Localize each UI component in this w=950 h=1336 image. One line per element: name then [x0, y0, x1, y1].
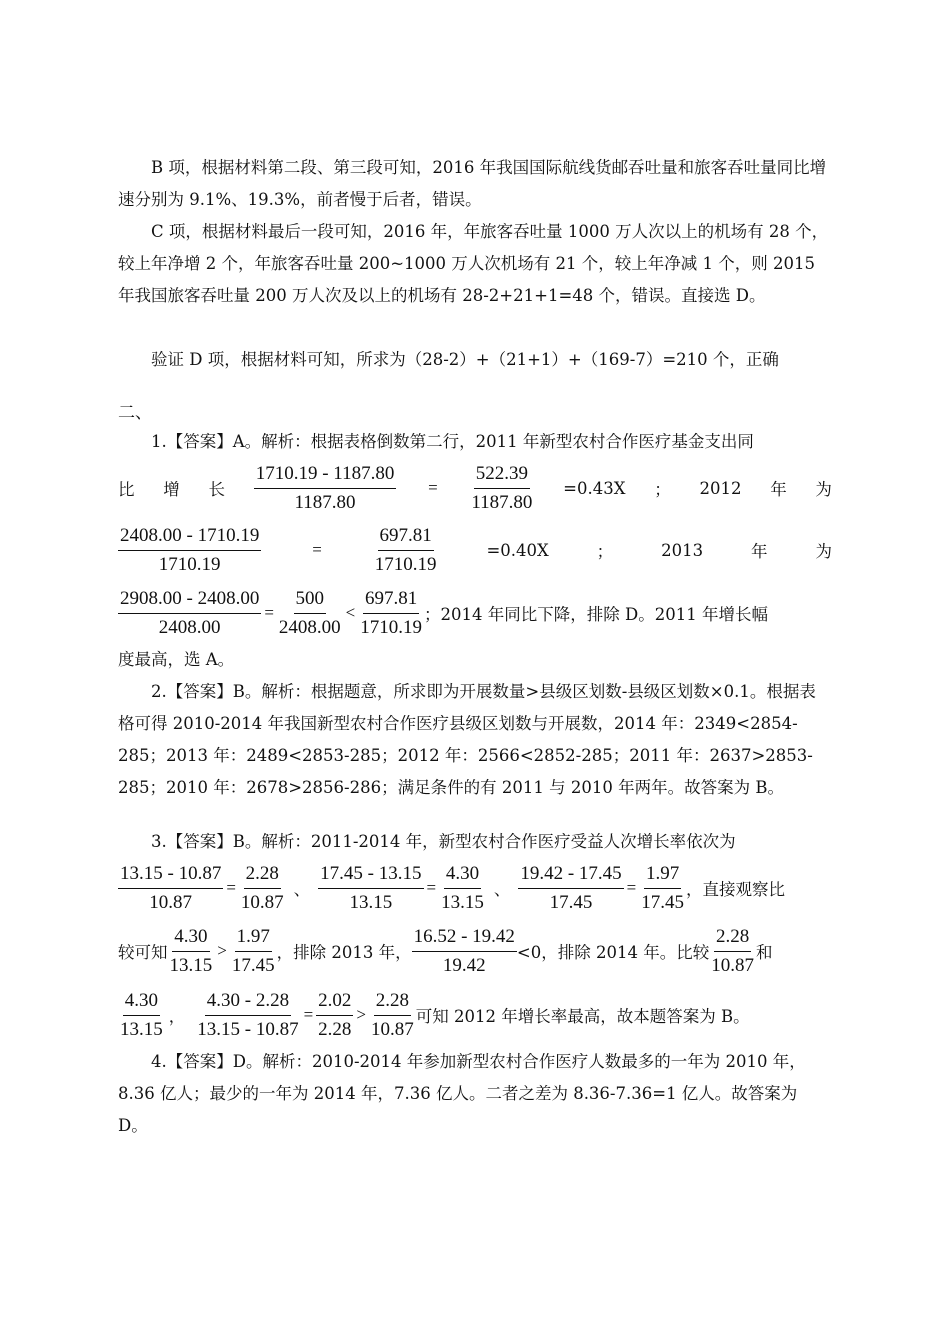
fraction	[639, 860, 686, 917]
less-than-sign: <	[345, 603, 356, 622]
equals-sign: =	[303, 1005, 314, 1024]
section-heading: 二、	[118, 403, 152, 423]
equals-sign: =	[626, 878, 637, 897]
denominator: 13.15	[441, 891, 484, 913]
denominator: 13.15	[169, 954, 213, 976]
denominator: 17.45	[549, 891, 593, 913]
fraction	[709, 923, 756, 980]
numerator: 13.15 - 10.87	[118, 860, 223, 889]
numerator: 1.97	[644, 860, 681, 889]
q1-text: 年	[751, 542, 768, 561]
fraction	[358, 585, 424, 642]
equals-sign: =	[428, 478, 438, 497]
greater-than-sign: >	[356, 1005, 367, 1024]
q3-intro: 3.【答案】B。解析：2011-2014 年，新型农村合作医疗受益人次增长率依次为	[151, 832, 736, 851]
q4-paragraph: 4.【答案】D。解析：2010-2014 年参加新型农村合作医疗人数最多的一年为 2010 年，8.36 亿人；最少的一年为 2014 年，7.36 亿人。二者之差为 8.36-7.36=1 亿人。故答案为 D。	[118, 1052, 806, 1135]
comma: ，	[168, 1007, 186, 1026]
fraction	[518, 860, 623, 917]
paragraph-option-c: C 项，根据材料最后一段可知，2016 年，年旅客吞吐量 1000 万人次以上的机场有 28 个，较上年净增 2 个，年旅客吞吐量 200~1000 万人次机场有 21 个，较上年净减 1 个，则 2015 年我国旅客吞吐量 200 万人次及以上的机场有 28-2+21+1=48 个，错误。直接选 D。	[118, 222, 829, 305]
q3-text: <0，排除 2014 年。比较	[516, 943, 710, 962]
denominator: 2.28	[318, 1018, 352, 1040]
equals-sign: =	[264, 603, 274, 622]
q1-line-2	[118, 520, 832, 580]
q3-line-1	[118, 858, 832, 918]
numerator: 500	[294, 585, 327, 614]
ratio-value: =0.43X	[563, 478, 626, 498]
q1-text: 为	[815, 480, 832, 499]
q3-line-2	[118, 920, 832, 982]
q1-line-3	[118, 582, 832, 644]
fraction	[277, 585, 343, 642]
numerator: 522.39	[474, 460, 530, 489]
semicolon: ；	[654, 480, 671, 499]
numerator: 1710.19 - 1187.80	[254, 460, 397, 489]
denominator: 19.42	[442, 954, 486, 976]
numerator: 2.28	[374, 987, 411, 1016]
numerator: 4.30 - 2.28	[205, 987, 291, 1016]
q1-intro: 1.【答案】A。解析：根据表格倒数第二行，2011 年新型农村合作医疗基金支出同	[151, 432, 754, 451]
numerator: 2.02	[316, 987, 353, 1016]
fraction	[168, 923, 215, 980]
fraction	[318, 860, 423, 917]
fraction	[118, 860, 223, 917]
fraction	[239, 860, 286, 917]
denominator: 17.45	[231, 954, 275, 976]
denominator: 13.15 - 10.87	[197, 1018, 299, 1040]
numerator: 16.52 - 19.42	[412, 923, 517, 952]
numerator: 2.28	[714, 923, 751, 952]
numerator: 697.81	[378, 522, 434, 551]
fraction	[254, 460, 397, 517]
numerator: 4.30	[172, 923, 209, 952]
paragraph-option-b: B 项，根据材料第二段、第三段可知，2016 年我国国际航线货邮吞吐量和旅客吞吐量同比增速分别为 9.1%、19.3%，前者慢于后者，错误。	[118, 158, 827, 209]
fraction	[412, 923, 517, 980]
fraction	[369, 987, 416, 1044]
fraction	[195, 987, 300, 1044]
q1-conclusion: 度最高，选 A。	[118, 650, 235, 669]
q3-text: 可知 2012 年增长率最高，故本题答案为 B。	[415, 1007, 750, 1026]
denominator: 13.15	[349, 891, 393, 913]
fraction	[118, 522, 261, 579]
numerator: 2408.00 - 1710.19	[118, 522, 261, 551]
denominator: 1187.80	[294, 491, 356, 513]
numerator: 1.97	[235, 923, 272, 952]
q3-text: ，直接观察比	[686, 880, 786, 899]
numerator: 4.30	[123, 987, 160, 1016]
separator: 、	[493, 880, 511, 899]
equals-sign: =	[426, 878, 437, 897]
greater-than-sign: >	[217, 941, 227, 960]
q3-text: 和	[755, 943, 773, 962]
denominator: 10.87	[371, 1018, 414, 1040]
q3-text: 较可知	[118, 943, 168, 962]
fraction	[373, 522, 439, 579]
q1-text: 增	[163, 480, 180, 499]
denominator: 10.87	[149, 891, 193, 913]
numerator: 19.42 - 17.45	[518, 860, 623, 889]
q1-text: 年	[770, 480, 787, 499]
separator: 、	[293, 880, 311, 899]
denominator: 1710.19	[158, 553, 221, 575]
q3-text: ，排除 2013 年，	[276, 943, 412, 962]
equals-sign: =	[312, 540, 322, 559]
q1-text: 为	[815, 542, 832, 561]
equals-sign: =	[226, 878, 236, 897]
fraction	[469, 460, 534, 517]
denominator: 2408.00	[278, 616, 341, 638]
numerator: 2.28	[244, 860, 281, 889]
semicolon: ；	[596, 542, 614, 561]
denominator: 1187.80	[471, 491, 533, 513]
year-label: 2012	[699, 478, 742, 498]
denominator: 10.87	[711, 954, 754, 976]
q1-text: 比	[118, 480, 135, 499]
q3-line-3	[118, 984, 832, 1046]
fraction	[118, 987, 165, 1044]
fraction	[316, 987, 353, 1044]
numerator: 2908.00 - 2408.00	[118, 585, 261, 614]
ratio-value: =0.40X	[486, 540, 549, 560]
year-label: 2013	[661, 540, 704, 560]
denominator: 13.15	[120, 1018, 163, 1040]
paragraph-verify-d: 验证 D 项，根据材料可知，所求为（28-2）+（21+1）+（169-7）=210 个，正确	[151, 350, 779, 369]
fraction	[439, 860, 486, 917]
fraction	[230, 923, 277, 980]
denominator: 17.45	[641, 891, 685, 913]
numerator: 697.81	[363, 585, 419, 614]
q1-line-1	[118, 458, 832, 518]
denominator: 10.87	[240, 891, 284, 913]
q1-text: 长	[208, 480, 225, 499]
denominator: 1710.19	[360, 616, 423, 638]
denominator: 1710.19	[374, 553, 437, 575]
numerator: 4.30	[444, 860, 481, 889]
denominator: 2408.00	[158, 616, 221, 638]
q1-text: ；2014 年同比下降，排除 D。2011 年增长幅	[424, 605, 768, 624]
numerator: 17.45 - 13.15	[318, 860, 423, 889]
fraction	[118, 585, 261, 642]
q2-paragraph: 2.【答案】B。解析：根据题意，所求即为开展数量>县级区划数-县级区划数×0.1。根据表格可得 2010-2014 年我国新型农村合作医疗县级区划数与开展数，2014 年：2349<2854-285；2013 年：2489<2853-285；2012 年：2566<2852-285；2011 年：2637>2853-285；2010 年：2678>2856-286；满足条件的有 2011 与 2010 年两年。故答案为 B。	[118, 682, 816, 797]
